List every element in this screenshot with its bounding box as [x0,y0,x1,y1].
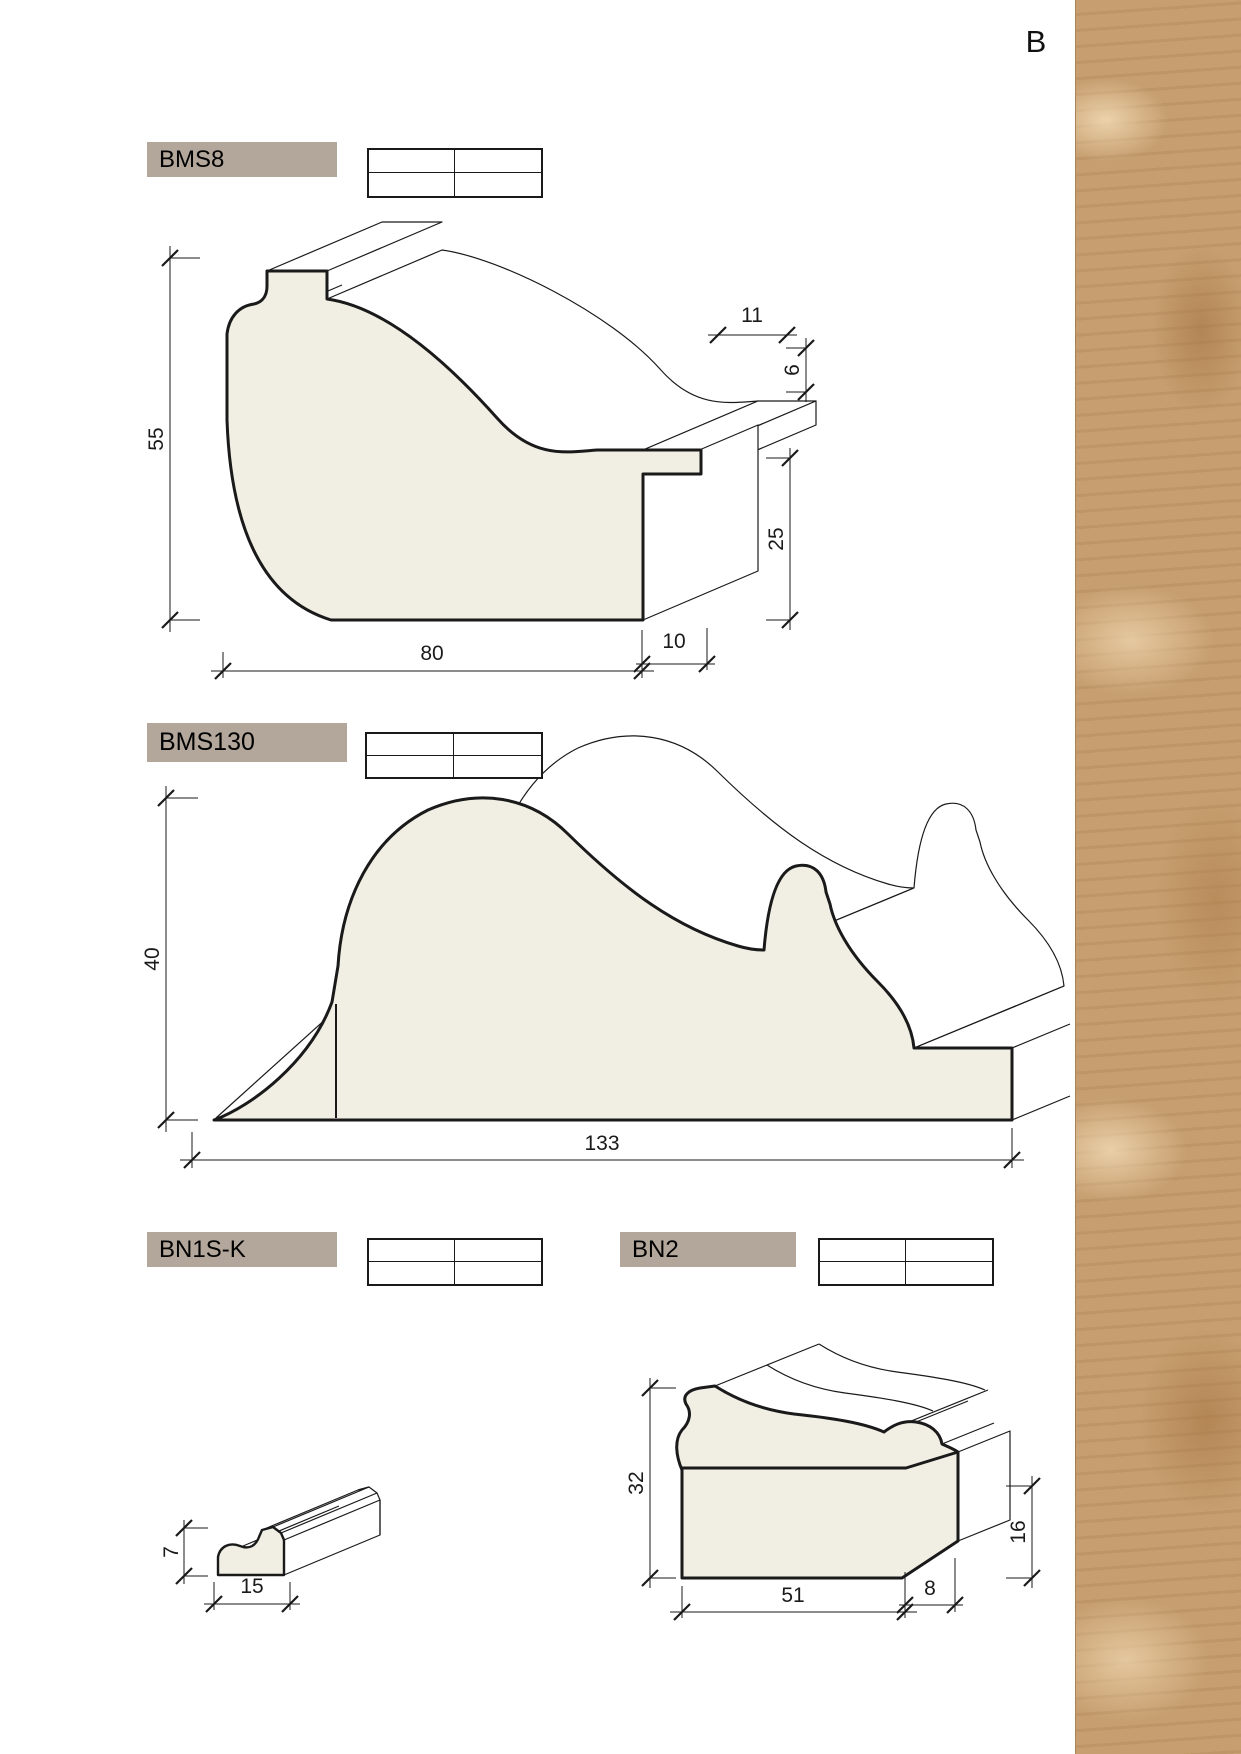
wood-texture-strip [1075,0,1241,1754]
spec-table-bms130 [365,732,543,779]
dim-bn2-width: 51 [781,1584,805,1607]
spec-cell [367,756,454,778]
spec-cell [820,1240,906,1262]
dim-bms8-width: 80 [420,642,444,665]
bn1sk-drawing [160,1487,380,1612]
dim-bms130-width: 133 [584,1132,620,1155]
spec-cell [455,1262,541,1284]
section-label-bn2: BN2 [620,1232,796,1267]
dim-bn2-height: 32 [625,1471,648,1495]
dim-bms8-height: 55 [145,427,168,451]
bms8-drawing [145,222,816,679]
spec-cell [369,1262,455,1284]
spec-cell [369,150,455,173]
spec-cell [367,734,454,756]
spec-table-bn2 [818,1238,994,1286]
dim-bn2-rabbet-width: 8 [924,1577,936,1600]
spec-table-bms8 [367,148,543,198]
spec-cell [906,1262,992,1284]
spec-cell [455,150,541,173]
dim-bn2-lip: 16 [1007,1520,1030,1544]
page-letter-tab: B [1025,24,1047,59]
spec-table-bn1sk [367,1238,543,1286]
dim-bms8-rabbet-width: 10 [662,630,686,653]
dim-bms8-rabbet-height: 25 [765,527,788,551]
spec-cell [906,1240,992,1262]
spec-cell [454,756,541,778]
dim-bms8-top-width: 11 [741,304,763,327]
section-label-bms8: BMS8 [147,142,337,177]
spec-cell [455,173,541,196]
spec-cell [369,1240,455,1262]
bn2-drawing [625,1344,1040,1620]
spec-cell [455,1240,541,1262]
dim-bn1sk-width: 15 [240,1575,264,1598]
bms130-drawing [141,736,1070,1168]
dim-bn1sk-height: 7 [160,1546,183,1558]
dim-bms130-height: 40 [141,947,164,971]
dim-bms8-lip: 6 [781,364,804,376]
spec-cell [369,173,455,196]
section-label-bn1sk: BN1S-K [147,1232,337,1267]
spec-cell [454,734,541,756]
spec-cell [820,1262,906,1284]
section-label-bms130: BMS130 [147,723,347,762]
